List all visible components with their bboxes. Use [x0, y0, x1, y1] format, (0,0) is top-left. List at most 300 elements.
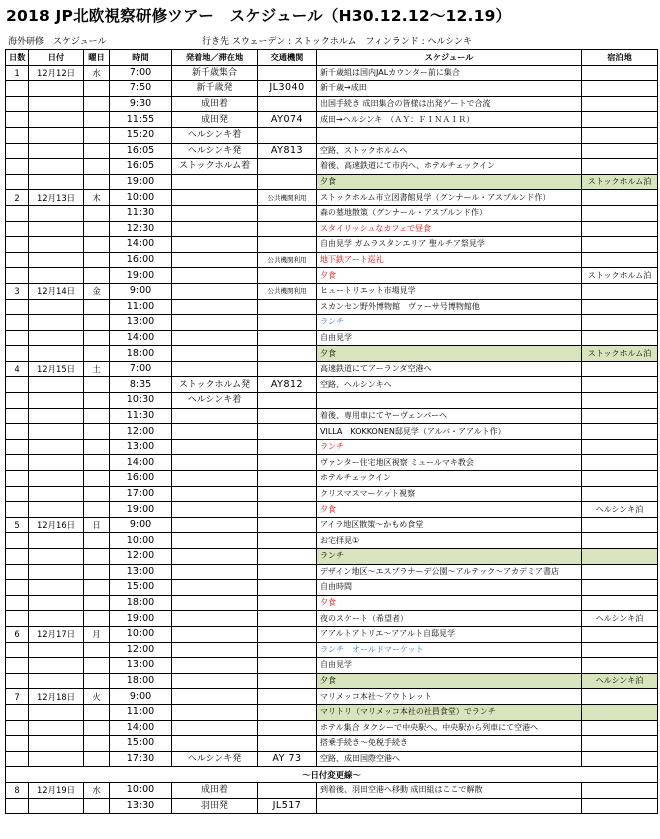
table-row: [6, 626, 658, 642]
date-cell-empty: [29, 299, 84, 315]
stay-cell: [582, 642, 658, 658]
time-cell: 9:30: [110, 96, 172, 112]
activity-cell: ストックホルム市立図書館見学（グンナール・アスプルンド作）: [317, 190, 582, 206]
date-cell-empty: [29, 252, 84, 268]
day-number-empty: [6, 486, 29, 502]
date-cell-empty: [29, 377, 84, 393]
table-row: [6, 517, 658, 533]
time-cell: 9:00: [110, 517, 172, 533]
date-cell-empty: [29, 221, 84, 237]
day-number-empty: [6, 720, 29, 736]
date-cell: 12月19日: [29, 782, 84, 798]
transport-cell: AY812: [258, 377, 317, 393]
activity-cell: ホテルチェックイン: [317, 471, 582, 487]
stay-cell: [582, 237, 658, 253]
transport-cell: AY074: [258, 112, 317, 128]
weekday-cell-empty: [84, 315, 110, 331]
stay-cell: [582, 595, 658, 611]
day-number-empty: [6, 143, 29, 159]
transport-cell: [258, 580, 317, 596]
day-number-empty: [6, 549, 29, 565]
time-cell: 16:00: [110, 252, 172, 268]
place-cell: [172, 533, 258, 549]
place-cell: ヘルシンキ着: [172, 393, 258, 409]
day-number-empty: [6, 533, 29, 549]
time-cell: 12:00: [110, 424, 172, 440]
activity-cell: 森の墓地散策（グンナール・アスプルンド作）: [317, 205, 582, 221]
activity-cell: 空路、ストックホルムへ: [317, 143, 582, 159]
stay-cell: [582, 549, 658, 565]
activity-cell: マリメッコ本社〜アウトレット: [317, 689, 582, 705]
transport-cell: 公共機関利用: [258, 283, 317, 299]
place-cell: [172, 736, 258, 752]
activity-cell: 夜のスケート（希望者）: [317, 611, 582, 627]
stay-cell: [582, 143, 658, 159]
activity-cell: ヴァンター住宅地区視察 ミュールマキ教会: [317, 455, 582, 471]
table-row: [6, 798, 658, 814]
stay-cell: [582, 720, 658, 736]
transport-cell: [258, 315, 317, 331]
day-number-empty: [6, 580, 29, 596]
transport-cell: [258, 299, 317, 315]
time-cell: 11:00: [110, 299, 172, 315]
day-number: 7: [6, 689, 29, 705]
table-row: [6, 377, 658, 393]
transport-cell: [258, 330, 317, 346]
activity-cell: 夕食: [317, 346, 582, 362]
weekday-cell: 日: [84, 517, 110, 533]
time-cell: 11:30: [110, 205, 172, 221]
weekday-cell-empty: [84, 252, 110, 268]
weekday-cell-empty: [84, 127, 110, 143]
place-cell: [172, 283, 258, 299]
time-cell: 11:00: [110, 704, 172, 720]
place-cell: [172, 346, 258, 362]
header-stay: 宿泊地: [582, 50, 658, 66]
transport-cell: [258, 782, 317, 798]
time-cell: 17:00: [110, 486, 172, 502]
transport-cell: [258, 205, 317, 221]
stay-cell: [582, 689, 658, 705]
stay-cell: [582, 330, 658, 346]
table-row: [6, 658, 658, 674]
day-number: 5: [6, 517, 29, 533]
time-cell: 8:35: [110, 377, 172, 393]
weekday-cell: 火: [84, 689, 110, 705]
place-cell: ヘルシンキ発: [172, 143, 258, 159]
place-cell: 新千歳発: [172, 81, 258, 97]
date-cell-empty: [29, 237, 84, 253]
place-cell: [172, 595, 258, 611]
date-line-label: 〜日付変更線〜: [6, 767, 658, 783]
table-row: [6, 393, 658, 409]
weekday-cell: 月: [84, 626, 110, 642]
transport-cell: JL3040: [258, 81, 317, 97]
date-cell-empty: [29, 205, 84, 221]
table-row: [6, 252, 658, 268]
day-number-empty: [6, 471, 29, 487]
day-number-empty: [6, 595, 29, 611]
transport-cell: [258, 486, 317, 502]
table-row: [6, 112, 658, 128]
day-number-empty: [6, 330, 29, 346]
time-cell: 12:00: [110, 642, 172, 658]
time-cell: 9:00: [110, 283, 172, 299]
time-cell: 7:50: [110, 81, 172, 97]
weekday-cell-empty: [84, 408, 110, 424]
transport-cell: [258, 361, 317, 377]
time-cell: 19:00: [110, 268, 172, 284]
table-row: [6, 455, 658, 471]
place-cell: [172, 611, 258, 627]
header-time: 時間: [110, 50, 172, 66]
header-schedule: スケジュール: [317, 50, 582, 66]
table-row: [6, 439, 658, 455]
activity-cell: デザイン地区〜エスプラナーデ公園〜アルテック〜アカデミア書店: [317, 564, 582, 580]
date-cell-empty: [29, 564, 84, 580]
place-cell: [172, 549, 258, 565]
transport-cell: [258, 393, 317, 409]
place-cell: ヘルシンキ着: [172, 127, 258, 143]
table-row: [6, 689, 658, 705]
activity-cell: 夕食: [317, 502, 582, 518]
stay-cell: [582, 736, 658, 752]
place-cell: [172, 564, 258, 580]
place-cell: [172, 471, 258, 487]
table-row: [6, 143, 658, 159]
place-cell: [172, 626, 258, 642]
time-cell: 7:00: [110, 65, 172, 81]
date-cell-empty: [29, 533, 84, 549]
stay-cell: [582, 361, 658, 377]
weekday-cell-empty: [84, 221, 110, 237]
time-cell: 16:00: [110, 471, 172, 487]
date-cell-empty: [29, 751, 84, 767]
table-row: [6, 408, 658, 424]
activity-cell: アアルトアトリエ〜アアルト自邸見学: [317, 626, 582, 642]
activity-cell: スタイリッシュなカフェで昼食: [317, 221, 582, 237]
weekday-cell: 木: [84, 190, 110, 206]
activity-cell: ランチ オールドマーケット: [317, 642, 582, 658]
date-cell-empty: [29, 658, 84, 674]
place-cell: [172, 315, 258, 331]
weekday-cell-empty: [84, 611, 110, 627]
day-number: 3: [6, 283, 29, 299]
stay-cell: [582, 704, 658, 720]
place-cell: [172, 486, 258, 502]
weekday-cell-empty: [84, 720, 110, 736]
table-row: [6, 704, 658, 720]
transport-cell: [258, 455, 317, 471]
date-cell: 12月18日: [29, 689, 84, 705]
stay-cell: [582, 221, 658, 237]
stay-cell: [582, 517, 658, 533]
place-cell: [172, 502, 258, 518]
weekday-cell-empty: [84, 268, 110, 284]
header-day: 日数: [6, 50, 29, 66]
table-row: [6, 190, 658, 206]
transport-cell: [258, 221, 317, 237]
activity-cell: 新千歳組は国内JALカウンター前に集合: [317, 65, 582, 81]
weekday-cell-empty: [84, 424, 110, 440]
transport-cell: [258, 159, 317, 175]
place-cell: [172, 720, 258, 736]
stay-cell: [582, 486, 658, 502]
activity-cell: 夕食: [317, 595, 582, 611]
transport-cell: [258, 127, 317, 143]
day-number: 1: [6, 65, 29, 81]
day-number: 6: [6, 626, 29, 642]
transport-cell: [258, 268, 317, 284]
day-number-empty: [6, 252, 29, 268]
date-cell-empty: [29, 580, 84, 596]
stay-cell: [582, 798, 658, 814]
time-cell: 7:00: [110, 361, 172, 377]
table-row: [6, 673, 658, 689]
date-cell-empty: [29, 81, 84, 97]
stay-cell: [582, 580, 658, 596]
activity-cell: スカンセン野外博物館 ヴァーサ号博物館他: [317, 299, 582, 315]
time-cell: 11:55: [110, 112, 172, 128]
activity-cell: 地下鉄アート巡礼: [317, 252, 582, 268]
day-number-empty: [6, 642, 29, 658]
table-row: [6, 237, 658, 253]
place-cell: [172, 268, 258, 284]
activity-cell: 高速鉄道にてアーランダ空港へ: [317, 361, 582, 377]
activity-cell: クリスマスマーケット視察: [317, 486, 582, 502]
weekday-cell-empty: [84, 564, 110, 580]
activity-cell: ランチ: [317, 549, 582, 565]
activity-cell: 成田→ヘルシンキ （ＡＹ：ＦＩＮＡＩＲ）: [317, 112, 582, 128]
weekday-cell-empty: [84, 205, 110, 221]
time-cell: 12:30: [110, 221, 172, 237]
date-cell-empty: [29, 143, 84, 159]
place-cell: 成田発: [172, 112, 258, 128]
time-cell: 19:00: [110, 174, 172, 190]
weekday-cell-empty: [84, 549, 110, 565]
day-number-empty: [6, 408, 29, 424]
time-cell: 12:00: [110, 549, 172, 565]
weekday-cell-empty: [84, 798, 110, 814]
date-cell-empty: [29, 611, 84, 627]
weekday-cell-empty: [84, 439, 110, 455]
day-number-empty: [6, 455, 29, 471]
weekday-cell-empty: [84, 112, 110, 128]
transport-cell: [258, 658, 317, 674]
day-number-empty: [6, 393, 29, 409]
table-row: [6, 330, 658, 346]
day-number: 8: [6, 782, 29, 798]
weekday-cell-empty: [84, 330, 110, 346]
place-cell: 羽田発: [172, 798, 258, 814]
stay-cell: [582, 782, 658, 798]
activity-cell: 新千歳→成田: [317, 81, 582, 97]
place-cell: [172, 252, 258, 268]
stay-cell: [582, 471, 658, 487]
transport-cell: [258, 611, 317, 627]
day-number-empty: [6, 81, 29, 97]
date-cell-empty: [29, 720, 84, 736]
place-cell: [172, 673, 258, 689]
transport-cell: [258, 439, 317, 455]
activity-cell: 空路、成田国際空港へ: [317, 751, 582, 767]
transport-cell: [258, 720, 317, 736]
transport-cell: [258, 346, 317, 362]
date-cell-empty: [29, 330, 84, 346]
activity-cell: 夕食: [317, 268, 582, 284]
transport-cell: [258, 424, 317, 440]
day-number-empty: [6, 346, 29, 362]
date-cell: 12月12日: [29, 65, 84, 81]
place-cell: [172, 408, 258, 424]
stay-cell: [582, 81, 658, 97]
weekday-cell-empty: [84, 658, 110, 674]
activity-cell: ランチ: [317, 439, 582, 455]
time-cell: 10:00: [110, 190, 172, 206]
time-cell: 10:00: [110, 533, 172, 549]
activity-cell: 空路、ヘルシンキへ: [317, 377, 582, 393]
stay-cell: [582, 112, 658, 128]
day-number-empty: [6, 798, 29, 814]
table-row: [6, 268, 658, 284]
time-cell: 10:30: [110, 393, 172, 409]
stay-cell: [582, 455, 658, 471]
time-cell: 15:00: [110, 580, 172, 596]
place-cell: [172, 424, 258, 440]
day-number: 2: [6, 190, 29, 206]
stay-cell: [582, 658, 658, 674]
stay-cell: [582, 424, 658, 440]
time-cell: 11:30: [110, 408, 172, 424]
time-cell: 10:00: [110, 626, 172, 642]
table-row: [6, 346, 658, 362]
day-number-empty: [6, 237, 29, 253]
day-number-empty: [6, 268, 29, 284]
transport-cell: [258, 174, 317, 190]
weekday-cell-empty: [84, 580, 110, 596]
place-cell: [172, 580, 258, 596]
date-cell-empty: [29, 704, 84, 720]
table-row: [6, 564, 658, 580]
date-cell-empty: [29, 486, 84, 502]
date-cell-empty: [29, 673, 84, 689]
weekday-cell-empty: [84, 143, 110, 159]
table-row: [6, 96, 658, 112]
table-row: [6, 361, 658, 377]
day-number-empty: [6, 174, 29, 190]
table-row: [6, 65, 658, 81]
weekday-cell: 水: [84, 782, 110, 798]
activity-cell: ホテル集合 タクシーで中央駅へ。中央駅から列車にて空港へ: [317, 720, 582, 736]
time-cell: 13:30: [110, 798, 172, 814]
time-cell: 13:00: [110, 564, 172, 580]
date-line-row: [6, 767, 658, 783]
activity-cell: 自由時間: [317, 580, 582, 596]
day-number-empty: [6, 127, 29, 143]
time-cell: 17:30: [110, 751, 172, 767]
stay-cell: [582, 283, 658, 299]
stay-cell: [582, 408, 658, 424]
transport-cell: [258, 689, 317, 705]
place-cell: [172, 221, 258, 237]
time-cell: 16:05: [110, 143, 172, 159]
activity-cell: お宅拝見①: [317, 533, 582, 549]
place-cell: [172, 658, 258, 674]
table-row: [6, 751, 658, 767]
date-cell-empty: [29, 798, 84, 814]
activity-cell: [317, 393, 582, 409]
stay-cell: [582, 393, 658, 409]
activity-cell: 自由見学 ガムラスタンエリア 聖ルチア祭見学: [317, 237, 582, 253]
weekday-cell: 水: [84, 65, 110, 81]
activity-cell: マリトリ（マリメッコ本社の社員食堂）でランチ: [317, 704, 582, 720]
activity-cell: VILLA KOKKONEN邸見学（アルバ・アアルト作）: [317, 424, 582, 440]
weekday-cell-empty: [84, 299, 110, 315]
day-number-empty: [6, 159, 29, 175]
day-number-empty: [6, 96, 29, 112]
weekday-cell-empty: [84, 346, 110, 362]
date-cell-empty: [29, 549, 84, 565]
weekday-cell-empty: [84, 81, 110, 97]
activity-cell: [317, 127, 582, 143]
transport-cell: [258, 704, 317, 720]
table-row: [6, 471, 658, 487]
day-number-empty: [6, 377, 29, 393]
table-row: [6, 174, 658, 190]
date-cell: 12月17日: [29, 626, 84, 642]
activity-cell: ランチ: [317, 315, 582, 331]
place-cell: [172, 174, 258, 190]
schedule-body: [6, 65, 658, 814]
table-row: [6, 502, 658, 518]
schedule-table: [5, 49, 658, 814]
day-number-empty: [6, 611, 29, 627]
date-cell-empty: [29, 112, 84, 128]
transport-cell: [258, 549, 317, 565]
stay-cell: [582, 96, 658, 112]
stay-cell: ストックホルム泊: [582, 268, 658, 284]
day-number-empty: [6, 502, 29, 518]
activity-cell: 夕食: [317, 673, 582, 689]
place-cell: [172, 704, 258, 720]
date-cell-empty: [29, 595, 84, 611]
subtitle-destination: 行き先 スウェーデン : ストックホルム フィンランド : ヘルシンキ: [202, 37, 473, 47]
date-cell-empty: [29, 96, 84, 112]
stay-cell: ヘルシンキ泊: [582, 673, 658, 689]
activity-cell: 自由見学: [317, 330, 582, 346]
place-cell: 成田着: [172, 96, 258, 112]
table-row: [6, 127, 658, 143]
stay-cell: [582, 205, 658, 221]
date-cell-empty: [29, 455, 84, 471]
stay-cell: [582, 564, 658, 580]
table-row: [6, 533, 658, 549]
day-number-empty: [6, 424, 29, 440]
stay-cell: [582, 533, 658, 549]
time-cell: 18:00: [110, 595, 172, 611]
day-number-empty: [6, 751, 29, 767]
place-cell: [172, 299, 258, 315]
weekday-cell-empty: [84, 377, 110, 393]
day-number-empty: [6, 564, 29, 580]
table-row: [6, 315, 658, 331]
day-number-empty: [6, 221, 29, 237]
weekday-cell-empty: [84, 455, 110, 471]
date-cell-empty: [29, 408, 84, 424]
weekday-cell-empty: [84, 471, 110, 487]
day-number-empty: [6, 315, 29, 331]
time-cell: 9:00: [110, 689, 172, 705]
